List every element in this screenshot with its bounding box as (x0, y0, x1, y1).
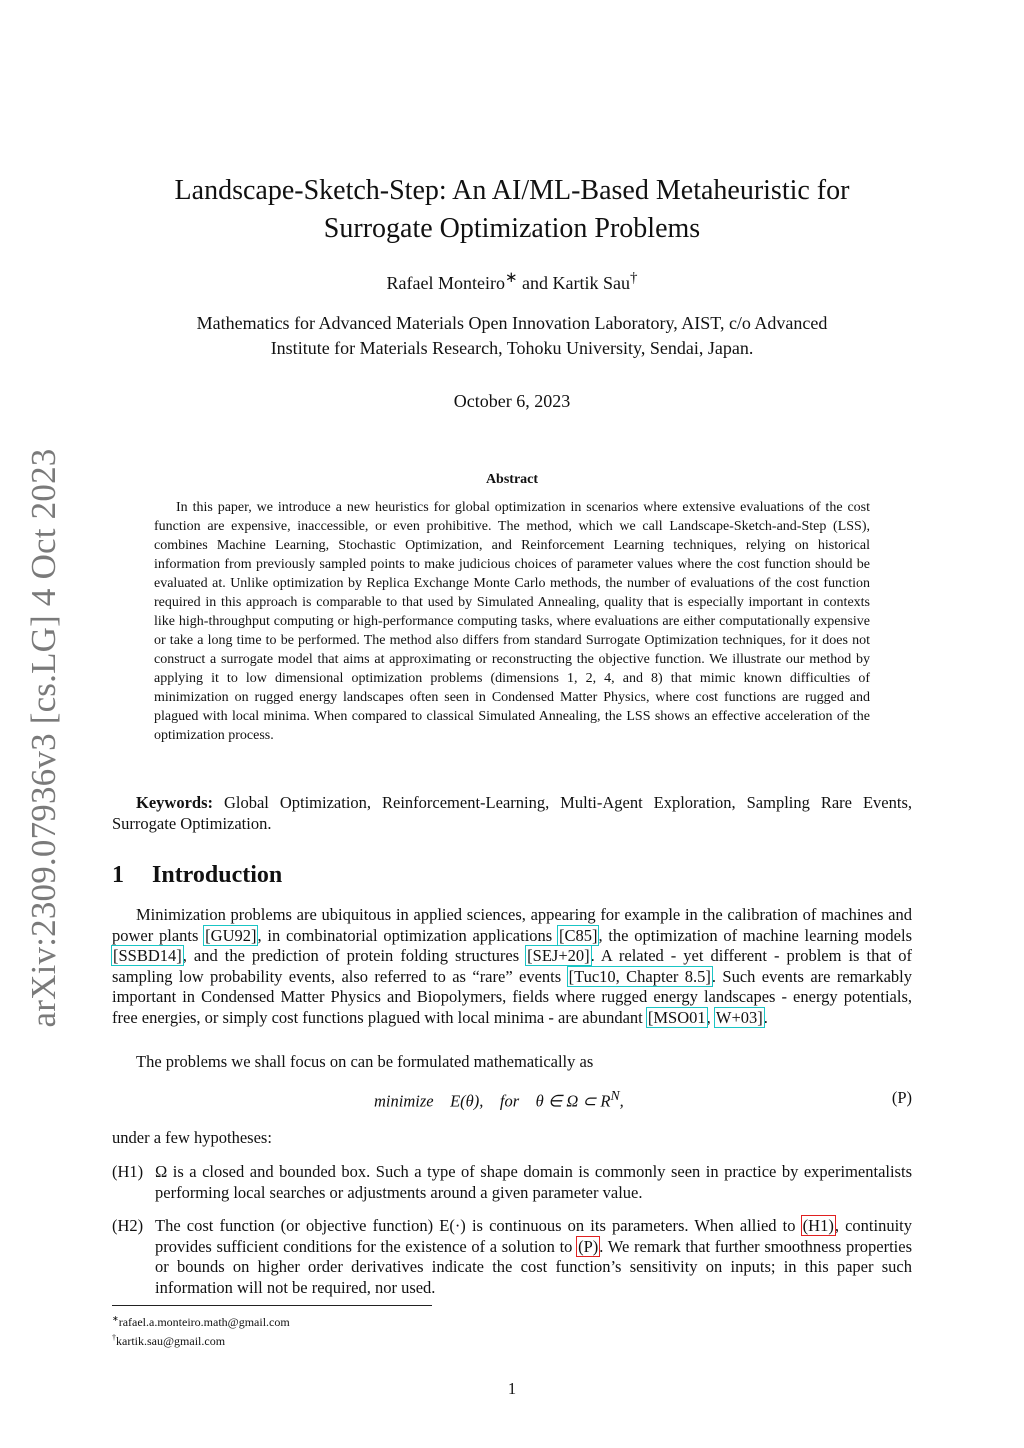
footnote-1 (112, 1311, 290, 1330)
footnote-divider (112, 1305, 432, 1306)
equation-superscript: N (610, 1088, 620, 1103)
abstract-body: In this paper, we introduce a new heuristics for global optimization in scenarios where extensive evaluations of the cost function are expensive, inaccessible, or even prohibitive. The method, which we call Landscape-Sketch-and-Step (LSS), combines Machine Learning, Stochastic Optimization, and Reinforcement Learning techniques, relying on historical information from previously sampled points to make judicious choices of parameter values where the cost function should be evaluated at. Unlike optimization by Replica Exchange Monte Carlo methods, the number of evaluations of the cost function required in this approach is comparable to that used by Simulated Annealing, quality that is especially important in contexts like high-throughput computing or high-performance computing tasks, where evaluations are either computationally expensive or take a long time to be performed. The method also differs from standard Surrogate Optimization techniques, for it does not construct a surrogate model that aims at approximating or reconstructing the objective function. We illustrate our method by applying it to low dimensional optimization problems (dimensions 1, 2, 4, and 8) that mimic known difficulties of minimization on rugged energy landscapes often seen in Condensed Matter Physics, where cost functions are rugged and plagued with local minima. When compared to classical Simulated Annealing, the LSS shows an effective acceleration of the optimization process. (154, 500, 870, 743)
keywords-text: Global Optimization, Reinforcement-Learning, Multi-Agent Exploration, Sampling Rare Events, Surrogate Optimization. (112, 793, 912, 833)
abstract-heading: Abstract (485, 472, 539, 487)
publication-date: October 6, 2023 (453, 391, 571, 411)
arxiv-sidebar (0, 0, 100, 1448)
intro-text: , the optimization of machine learning models (598, 925, 913, 945)
hypothesis-fragment: , continuity provides sufficient conditions for the existence of a solution to (155, 1216, 912, 1256)
hypothesis-text: Ω is a closed and bounded box. Such a type of shape domain is commonly seen in practice by experimentalists performing local searches or adjustments around a given parameter value. (155, 1162, 912, 1202)
hypothesis-h1 (112, 1162, 912, 1203)
section-title: Introduction (152, 862, 283, 888)
citation-link[interactable]: [MSO01 (647, 1007, 706, 1027)
equation-tag: (P) (891, 1088, 912, 1107)
section-number: 1 (112, 862, 124, 888)
citation-link[interactable]: [GU92] (205, 925, 257, 945)
footnote-2 (112, 1330, 290, 1349)
citation-link[interactable]: [SEJ+20] (527, 946, 590, 966)
title-line-1: Landscape-Sketch-Step: An AI/ML-Based Metaheuristic for (174, 175, 850, 206)
intro-text: . Such events are remarkably important in Condensed Matter Physics and Biopolymers, fields where rugged energy landscapes - energy potentials, free energies, or simply cost functions plagued with local minima - are abundant (112, 966, 912, 1027)
keywords (112, 792, 912, 834)
author-1-footnote-mark[interactable]: ∗ (504, 270, 518, 286)
intro-text: , in combinatorial optimization applications (257, 925, 558, 945)
authors (112, 268, 912, 294)
title-line-2: Surrogate Optimization Problems (323, 213, 701, 244)
formulation-sentence: The problems we shall focus on can be formulated mathematically as (136, 1052, 594, 1071)
footnotes (112, 1311, 290, 1349)
author-join: and (517, 273, 553, 293)
hypotheses-intro: under a few hypotheses: (112, 1128, 272, 1147)
footnote-mark: † (112, 1333, 116, 1342)
hypothesis-label: (H2) (112, 1216, 144, 1235)
hypothesis-text (155, 1216, 912, 1298)
equation-text: minimize E(θ), for θ ∈ Ω ⊂ R (374, 1091, 611, 1111)
equation-body (374, 1088, 624, 1112)
keywords-label: Keywords: (136, 793, 213, 812)
author-2: Kartik Sau (552, 273, 631, 293)
hypothesis-fragment: . We remark that further smoothness properties or bounds on higher order derivatives indicate the cost function’s sensitivity on inputs; in this paper such information will not be required, nor used. (155, 1236, 912, 1297)
author-1: Rafael Monteiro (386, 273, 505, 293)
intro-text: . A related - yet different - problem is that of sampling low probability events, also referred to as “rare” events (112, 946, 912, 986)
intro-paragraph (112, 905, 912, 1029)
affiliation-line-2: Institute for Materials Research, Tohoku University, Sendai, Japan. (270, 338, 754, 358)
intro-text: , and the prediction of protein folding structures (182, 946, 527, 966)
arxiv-identifier[interactable]: arXiv:2309.07936v3 [cs.LG] 4 Oct 2023 (24, 448, 63, 1028)
hypothesis-label: (H1) (112, 1162, 144, 1181)
equation-punctuation: , (619, 1091, 624, 1111)
paper-title (112, 172, 912, 248)
citation-link[interactable]: [Tuc10, Chapter 8.5] (568, 966, 711, 986)
reference-link[interactable]: (P) (578, 1236, 599, 1256)
intro-text: . (763, 1007, 768, 1027)
citation-link[interactable]: W+03] (715, 1007, 763, 1027)
footnote-email[interactable]: kartik.sau@gmail.com (116, 1334, 226, 1348)
affiliation (112, 311, 912, 361)
section-heading (112, 862, 282, 889)
intro-text: , (706, 1007, 715, 1027)
footnote-email[interactable]: rafael.a.monteiro.math@gmail.com (118, 1315, 290, 1329)
affiliation-line-1: Mathematics for Advanced Materials Open Innovation Laboratory, AIST, c/o Advanced (196, 313, 828, 333)
citation-link[interactable]: [SSBD14] (113, 946, 182, 966)
intro-text: Minimization problems are ubiquitous in applied sciences, appearing for example in the calibration of machines and power plants (112, 905, 912, 945)
equation-p (112, 1088, 912, 1112)
author-2-footnote-mark[interactable]: † (630, 270, 638, 286)
page-number: 1 (507, 1379, 517, 1398)
footnote-mark: ∗ (112, 1314, 119, 1323)
citation-link[interactable]: [C85] (558, 925, 598, 945)
reference-link[interactable]: (H1) (802, 1216, 834, 1235)
hypothesis-h2 (112, 1216, 912, 1298)
hypothesis-fragment: The cost function (or objective function) E(·) is continuous on its parameters. When allied to (155, 1216, 802, 1235)
